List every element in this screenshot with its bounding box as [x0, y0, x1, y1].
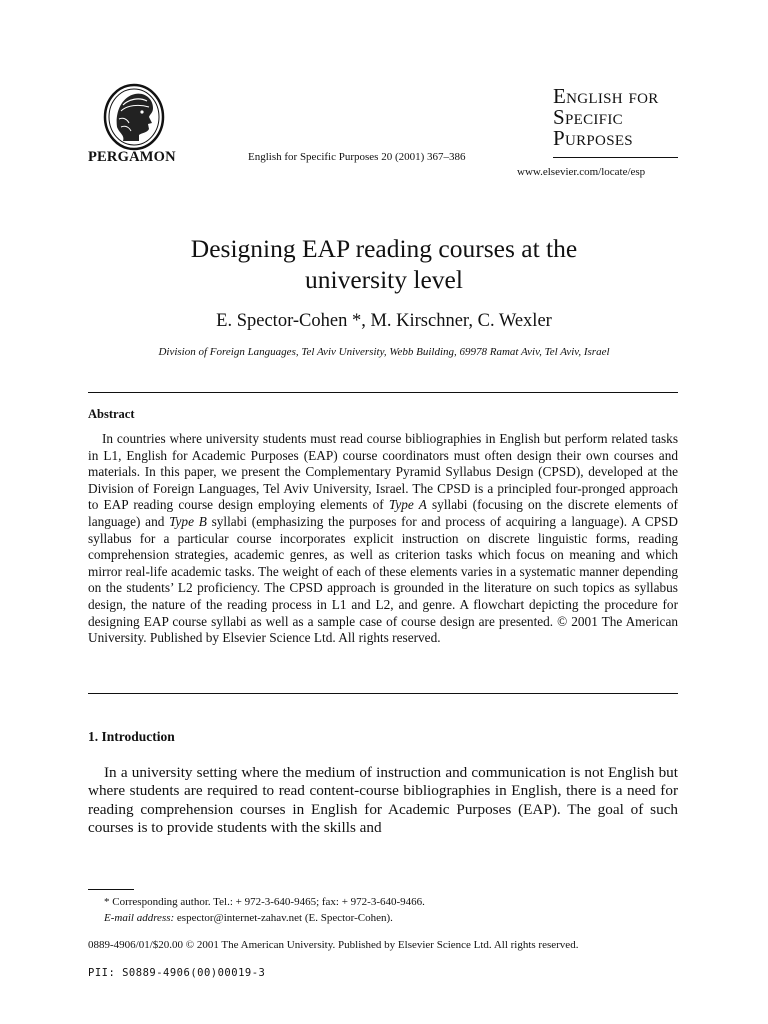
journal-title-line-2: Specific	[553, 105, 623, 129]
abstract-term-type-b: Type B	[169, 513, 207, 529]
divider-top	[88, 392, 678, 393]
introduction-paragraph: In a university setting where the medium of instruction and communication is not English but where students are required to read content-course bibliographies in English, there is a need for reading comprehension courses in English for Academic Purposes (EAP). The goal of such courses is to provide students with the skills and	[88, 764, 678, 836]
publisher-name: PERGAMON	[88, 149, 176, 165]
abstract-body	[88, 431, 678, 647]
abstract-text-part-3: syllabi (emphasizing the purposes for and process of acquiring a language). A CPSD syllabus for a particular course incorporates explicit instruction on discrete linguistic forms, reading comprehension strategies, academic genres, as well as criterion tasks which focus on meaning and which mirror real-life academic tasks. The weight of each of these elements varies in a systematic manner depending on the students’ L2 proficiency. The CPSD approach is grounded in the literature on such topics as syllabus design, the nature of the reading process in L1 and L2, and genre. A flowchart depicting the procedure for designing EAP course syllabi as well as a sample case of course design are presented. © 2001 The American University. Published by Elsevier Science Ltd. All rights reserved.	[88, 513, 678, 646]
abstract-text-part-2: syllabi (focusing on the discrete elements of language) and	[88, 497, 678, 529]
journal-title-line-1: English for	[553, 84, 659, 108]
copyright-notice: 0889-4906/01/$20.00 © 2001 The American University. Published by Elsevier Science Ltd. All rights reserved.	[88, 939, 579, 951]
journal-title-rule	[553, 157, 678, 158]
section-heading-introduction: 1. Introduction	[88, 729, 175, 744]
email-label: E-mail address:	[104, 912, 175, 924]
abstract-text-part-1: In countries where university students must read course bibliographies in English but perform related tasks in L1, English for Academic Purposes (EAP) course coordinators must often design their own courses and materials. In this paper, we present the Complementary Pyramid Syllabus Design (CPSD), developed at the Division of Foreign Languages, Tel Aviv University, Israel. The CPSD is a principled four-pronged approach to EAP reading course design employing elements of	[88, 431, 678, 513]
article-authors: E. Spector-Cohen *, M. Kirschner, C. Wexler	[216, 311, 552, 331]
divider-bottom	[88, 693, 678, 694]
author-affiliation: Division of Foreign Languages, Tel Aviv University, Webb Building, 69978 Ramat Aviv, Tel Aviv, Israel	[158, 346, 610, 358]
footnote-email	[104, 912, 393, 924]
journal-title-block	[553, 86, 678, 149]
pii-identifier: PII: S0889-4906(00)00019-3	[88, 967, 266, 979]
journal-citation: English for Specific Purposes 20 (2001) 367–386	[248, 151, 466, 163]
email-address[interactable]: espector@internet-zahav.net (E. Spector-Cohen).	[174, 912, 393, 924]
journal-title-line-3: Purposes	[553, 126, 633, 150]
journal-url-link[interactable]: www.elsevier.com/locate/esp	[517, 166, 646, 178]
article-title-line-2: university level	[305, 265, 463, 294]
footnote-corresponding-author: * Corresponding author. Tel.: + 972-3-640-9465; fax: + 972-3-640-9466.	[104, 896, 425, 908]
pergamon-logo-icon	[103, 83, 165, 151]
footnote-rule	[88, 889, 134, 890]
article-title	[60, 233, 708, 295]
abstract-term-type-a: Type A	[388, 497, 427, 513]
article-title-line-1: Designing EAP reading courses at the	[190, 234, 578, 263]
abstract-heading: Abstract	[88, 407, 135, 421]
